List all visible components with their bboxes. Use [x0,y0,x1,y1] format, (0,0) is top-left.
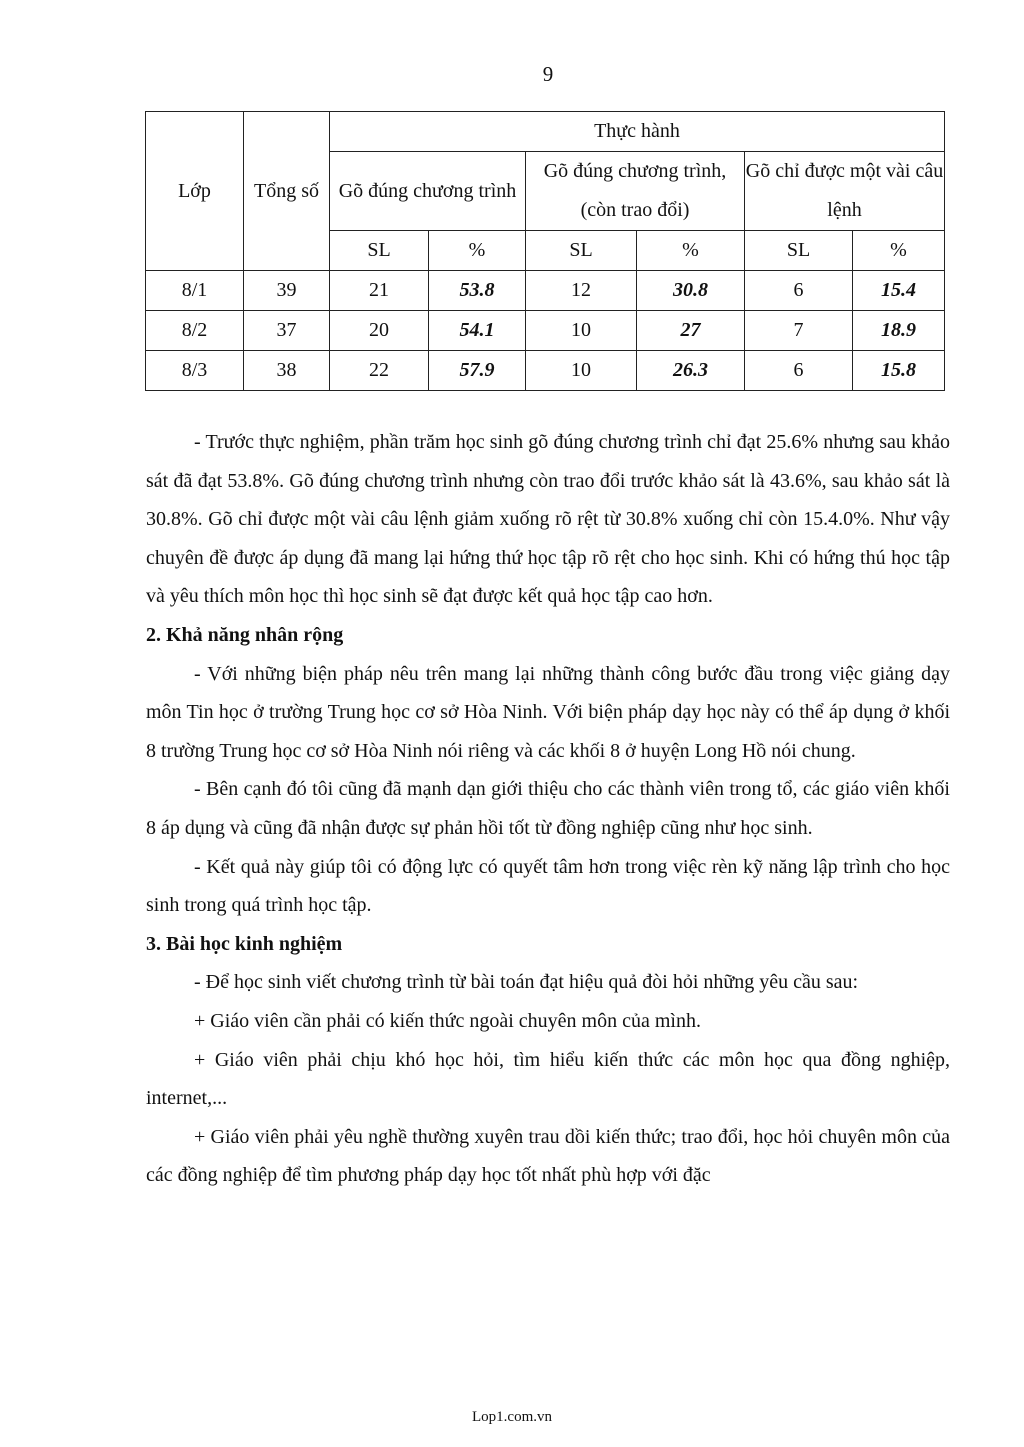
header-tong-so: Tổng số [244,112,330,271]
header-sub: SL [526,231,637,271]
section-heading: 2. Khả năng nhân rộng [146,623,344,646]
list-item: + Giáo viên phải yêu nghề thường xuyên trau dồi kiến thức; trao đổi, học hỏi chuyên môn của các đồng nghiệp để tìm phương pháp dạy học tốt nhất phù hợp với đặc [146,1125,950,1187]
header-group-few: Gõ chỉ được một vài câu lệnh [745,152,945,231]
results-table [145,111,945,391]
cell: 6 [745,271,853,311]
header-group-discuss: Gõ đúng chương trình, (còn trao đổi) [526,152,745,231]
table-row [146,351,945,391]
header-sub: SL [330,231,429,271]
list-item: + Giáo viên cần phải có kiến thức ngoài chuyên môn của mình. [194,1009,701,1032]
table-row [146,311,945,351]
cell: 7 [745,311,853,351]
cell: 15.4 [853,271,945,311]
cell: 8/3 [146,351,244,391]
footer-site-label: Lop1.com.vn [472,1409,552,1425]
cell: 18.9 [853,311,945,351]
cell: 15.8 [853,351,945,391]
paragraph: - Trước thực nghiệm, phần trăm học sinh gõ đúng chương trình chỉ đạt 25.6% nhưng sau khảo sát đã đạt 53.8%. Gõ đúng chương trình nhưng còn trao đổi trước khảo sát là 43.6%, sau khảo sát là 30.8%. Gõ chỉ được một vài câu lệnh giảm xuống rõ rệt từ 30.8% xuống chỉ còn 15.4.0%. Như vậy chuyên đề được áp dụng đã mang lại hứng thứ học tập rõ rệt cho học sinh. Khi có hứng thú học tập và yêu thích môn học thì học sinh sẽ đạt được kết quả học tập cao hơn. [146,431,950,608]
header-sub: % [429,231,526,271]
cell: 30.8 [637,271,745,311]
cell: 39 [244,271,330,311]
cell: 10 [526,311,637,351]
paragraph: - Kết quả này giúp tôi có động lực có quyết tâm hơn trong việc rèn kỹ năng lập trình cho học sinh trong quá trình học tập. [146,855,950,917]
header-sub: % [853,231,945,271]
cell: 21 [330,271,429,311]
cell: 8/2 [146,311,244,351]
cell: 20 [330,311,429,351]
body-text [146,423,950,1195]
cell: 38 [244,351,330,391]
cell: 57.9 [429,351,526,391]
list-item: + Giáo viên phải chịu khó học hỏi, tìm hiểu kiến thức các môn học qua đồng nghiệp, internet,... [146,1048,950,1110]
cell: 54.1 [429,311,526,351]
header-group-correct: Gõ đúng chương trình [330,152,526,231]
page-number: 9 [542,62,554,86]
header-thuc-hanh: Thực hành [330,112,945,152]
cell: 10 [526,351,637,391]
cell: 6 [745,351,853,391]
table-row [146,271,945,311]
cell: 26.3 [637,351,745,391]
cell: 8/1 [146,271,244,311]
header-lop: Lớp [146,112,244,271]
cell: 53.8 [429,271,526,311]
header-sub: SL [745,231,853,271]
paragraph: - Bên cạnh đó tôi cũng đã mạnh dạn giới thiệu cho các thành viên trong tổ, các giáo viên khối 8 áp dụng và cũng đã nhận được sự phản hồi tốt từ đồng nghiệp cũng như học sinh. [146,778,950,839]
cell: 37 [244,311,330,351]
paragraph: - Để học sinh viết chương trình từ bài toán đạt hiệu quả đòi hỏi những yêu cầu sau: [194,971,859,994]
paragraph: - Với những biện pháp nêu trên mang lại những thành công bước đầu trong việc giảng dạy môn Tin học ở trường Trung học cơ sở Hòa Ninh. Với biện pháp dạy học này có thể áp dụng ở khối 8 trường Trung học cơ sở Hòa Ninh nói riêng và các khối 8 ở huyện Long Hồ nói chung. [146,662,950,762]
header-sub: % [637,231,745,271]
section-heading: 3. Bài học kinh nghiệm [146,932,343,955]
cell: 27 [637,311,745,351]
cell: 22 [330,351,429,391]
cell: 12 [526,271,637,311]
